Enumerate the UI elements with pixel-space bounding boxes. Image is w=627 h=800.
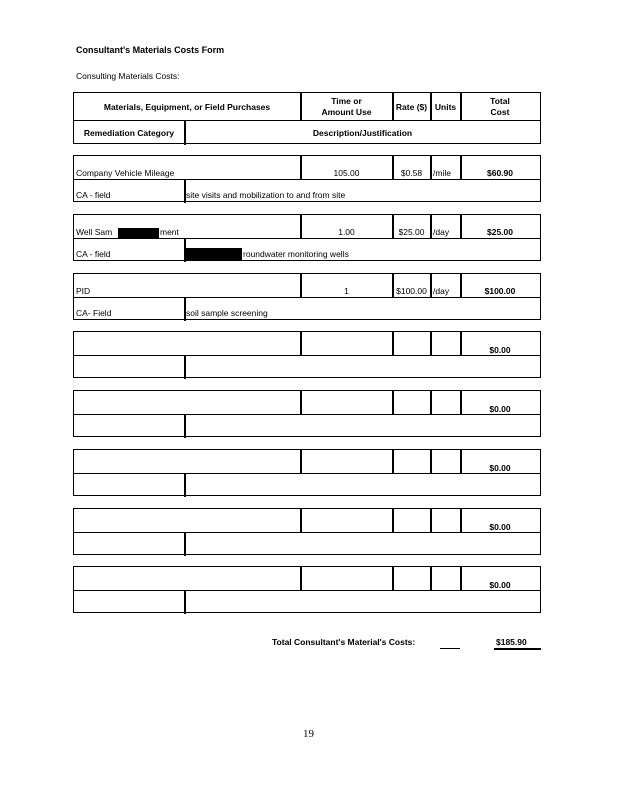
row-unit: /mile bbox=[433, 168, 451, 178]
row-unit: /day bbox=[433, 286, 450, 296]
row-category: CA - field bbox=[76, 249, 111, 259]
header-rate: Rate ($) bbox=[395, 101, 428, 112]
header-time-line1: Time or bbox=[331, 96, 362, 107]
row-item: PID bbox=[76, 286, 91, 296]
row-rate: $0.58 bbox=[400, 168, 423, 178]
total-underline bbox=[440, 648, 460, 649]
row-rate: $25.00 bbox=[398, 227, 425, 237]
row-total: $0.00 bbox=[489, 522, 511, 532]
row-category: CA - field bbox=[76, 190, 111, 200]
row-total: $60.90 bbox=[487, 168, 513, 178]
row-description: roundwater monitoring wells bbox=[243, 249, 349, 259]
row-item-end: ment bbox=[160, 227, 179, 237]
redaction bbox=[118, 228, 159, 238]
row-total: $0.00 bbox=[489, 580, 511, 590]
header-time-line2: Amount Use bbox=[321, 107, 372, 117]
redaction bbox=[186, 248, 242, 260]
header-units: Units bbox=[434, 101, 457, 112]
row-description: soil sample screening bbox=[186, 308, 268, 318]
table-row bbox=[73, 390, 541, 437]
row-amount: 1.00 bbox=[338, 227, 355, 237]
row-total: $100.00 bbox=[484, 286, 516, 296]
row-item-start: Well Sam bbox=[76, 227, 113, 237]
table-row bbox=[73, 331, 541, 378]
form-title: Consultant's Materials Costs Form bbox=[76, 45, 225, 55]
table-row bbox=[73, 214, 541, 261]
total-value: $185.90 bbox=[496, 637, 527, 647]
row-amount: 1 bbox=[344, 286, 349, 296]
table-header bbox=[73, 92, 541, 144]
header-materials: Materials, Equipment, or Field Purchases bbox=[103, 101, 271, 112]
header-total bbox=[461, 93, 539, 121]
header-total-line2: Cost bbox=[490, 107, 510, 117]
header-description: Description/Justification bbox=[312, 127, 413, 138]
table-row bbox=[73, 566, 541, 613]
page-number: 19 bbox=[303, 728, 314, 740]
table-row bbox=[73, 449, 541, 496]
row-description: site visits and mobilization to and from site bbox=[186, 190, 346, 200]
total-value-underline bbox=[494, 648, 541, 650]
table-row bbox=[73, 273, 541, 320]
row-total: $25.00 bbox=[487, 227, 513, 237]
row-total: $0.00 bbox=[489, 463, 511, 473]
table-row bbox=[73, 155, 541, 202]
row-category: CA- Field bbox=[76, 308, 112, 318]
header-category: Remediation Category bbox=[83, 127, 175, 138]
header-time bbox=[301, 93, 392, 121]
row-total: $0.00 bbox=[489, 345, 511, 355]
table-row bbox=[73, 508, 541, 555]
row-unit: /day bbox=[433, 227, 450, 237]
header-total-line1: Total bbox=[490, 96, 510, 107]
form-subtitle: Consulting Materials Costs: bbox=[76, 71, 180, 81]
row-total: $0.00 bbox=[489, 404, 511, 414]
row-amount: 105.00 bbox=[333, 168, 360, 178]
total-label: Total Consultant's Material's Costs: bbox=[272, 637, 416, 647]
row-item: Company Vehicle Mileage bbox=[76, 168, 175, 178]
row-rate: $100.00 bbox=[396, 286, 427, 296]
